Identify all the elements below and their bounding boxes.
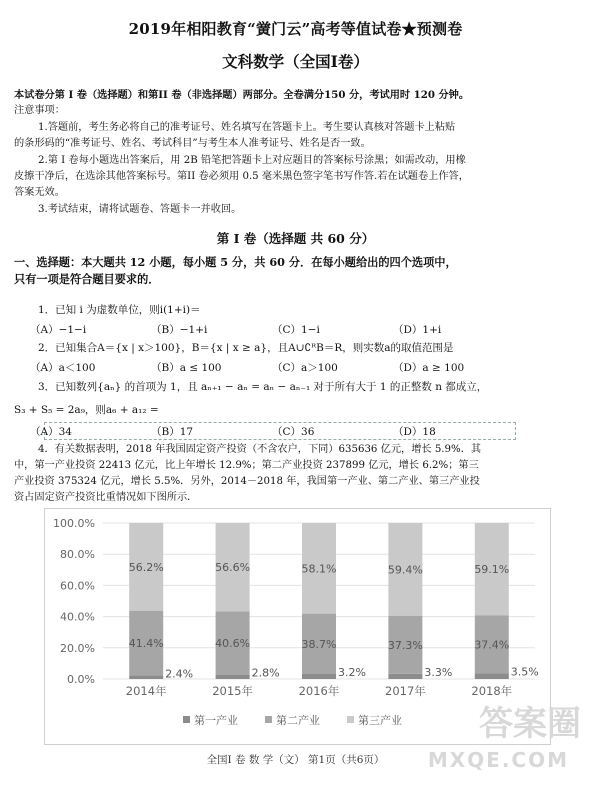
question-3b: S₃ + S₅ = 2a₉，则a₆ + a₁₂ =	[14, 404, 159, 416]
y-tick-label: 60.0%	[60, 579, 95, 593]
exam-title: 2019年相阳教育“黉门云”高考等值试卷★预测卷	[128, 20, 463, 38]
data-label: 37.4%	[474, 638, 510, 652]
question-4b: 中，第一产业投资 22413 亿元，比上年增长 12.9%；第二产业投资 237899 亿元，增长 6.2%；第三	[14, 460, 479, 471]
data-label: 3.5%	[510, 665, 539, 679]
intro-line: 本试卷分第 I 卷（选择题）和第II 卷（非选择题）两部分。全卷满分150 分，考试用时 120 分钟。	[14, 89, 470, 101]
notice-1a: 1.答题前，考生务必将自己的准考证号、姓名填写在答题卡上。考生要认真核对答题卡上粘贴	[38, 122, 456, 133]
q3-option-c[interactable]: （C）36	[272, 426, 315, 438]
watermark-url: MXQE.COM	[427, 748, 569, 772]
y-tick-label: 80.0%	[60, 548, 95, 562]
data-label: 37.3%	[387, 638, 423, 652]
data-label: 59.4%	[387, 563, 423, 577]
q3-option-b[interactable]: （B）17	[151, 426, 194, 438]
data-label: 56.2%	[128, 560, 164, 574]
q2-option-d[interactable]: （D）a ≥ 100	[393, 362, 465, 374]
data-label: 41.4%	[128, 636, 164, 650]
data-label: 2.8%	[251, 666, 280, 680]
investment-chart-frame	[44, 508, 551, 745]
q1-option-a[interactable]: （A）−1−i	[30, 324, 87, 336]
question-3-options	[30, 424, 570, 439]
notice-2a: 2.第 I 卷每小题选出答案后，用 2B 铅笔把答题卡上对应题目的答案标号涂黑；如需改动，用橡	[38, 155, 466, 166]
data-label: 3.2%	[338, 666, 366, 680]
q2-option-c[interactable]: （C）a＞100	[272, 362, 338, 374]
notice-heading: 注意事项：	[14, 105, 65, 116]
legend-label: 第三产业	[358, 714, 402, 727]
question-4d: 资占固定资产投资比重情况如下图所示．	[14, 492, 198, 503]
bar-segment	[216, 675, 250, 679]
q3-option-d[interactable]: （D）18	[393, 426, 436, 438]
section-desc-2: 只有一项是符合题目要求的．	[14, 272, 160, 286]
section-desc-1: 一、选择题：本大题共 12 小题，每小题 5 分，共 60 分．在每小题给出的四个选项中，	[14, 255, 457, 269]
question-3a: 3．已知数列{aₙ} 的首项为 1，且 aₙ₊₁ − aₙ = aₙ − aₙ₋₁ 对于所有大于 1 的正整数 n 都成立，	[38, 381, 488, 393]
q1-option-d[interactable]: （D）1+i	[393, 324, 442, 336]
q2-option-b[interactable]: （B）a ≤ 100	[151, 362, 222, 374]
bar-segment	[475, 674, 509, 679]
x-tick-label: 2014年	[125, 684, 167, 698]
legend-swatch	[265, 716, 272, 723]
data-label: 40.6%	[215, 636, 251, 650]
legend-label: 第二产业	[276, 714, 320, 727]
legend-swatch	[183, 716, 190, 723]
question-4a: 4．有关数据表明，2018 年我国固定资产投资（不含农户，下同）635636 亿元，增长 5.9%．其	[38, 444, 482, 455]
legend-label: 第一产业	[194, 714, 238, 727]
notice-1b: 的条形码的“准考证号、姓名、考试科目”与考生本人准考证号、姓名是否一致。	[14, 138, 371, 149]
section-title: 第 I 卷（选择题 共 60 分）	[216, 231, 375, 246]
legend-swatch	[347, 716, 354, 723]
x-tick-label: 2018年	[471, 684, 513, 698]
notice-2b: 皮擦干净后，在选涂其他答案标号。第II 卷必须用 0.5 毫米黑色签字笔书写作答.若在试题卷上作答，	[14, 171, 469, 182]
data-label: 3.3%	[424, 665, 453, 679]
y-tick-label: 40.0%	[60, 610, 95, 624]
question-2-options	[30, 360, 570, 375]
data-label: 2.4%	[165, 667, 194, 681]
question-1: 1．已知 i 为虚数单位，则i(1+i)＝	[38, 304, 201, 316]
notice-3: 3.考试结束，请将试题卷、答题卡一并收回。	[38, 204, 242, 215]
watermark-logo: 答案圈	[479, 704, 581, 744]
q1-option-c[interactable]: （C）1−i	[272, 324, 320, 336]
q1-option-b[interactable]: （B）−1+i	[151, 324, 208, 336]
x-tick-label: 2017年	[385, 684, 426, 698]
q3-option-a[interactable]: （A）34	[30, 426, 72, 438]
bar-segment	[388, 674, 422, 679]
data-label: 56.6%	[215, 561, 251, 575]
y-tick-label: 100.0%	[53, 517, 95, 530]
bar-segment	[302, 674, 336, 679]
data-label: 38.7%	[301, 637, 337, 651]
exam-subtitle: 文科数学（全国I卷）	[222, 52, 369, 71]
y-tick-label: 20.0%	[60, 641, 95, 655]
question-4c: 产业投资 375324 亿元，增长 5.5%．另外，2014－2018 年，我国第一产业、第二产业、第三产业投	[14, 476, 480, 487]
x-tick-label: 2016年	[298, 684, 340, 698]
data-label: 59.1%	[474, 563, 510, 577]
y-tick-label: 0.0%	[67, 673, 95, 686]
bar-segment	[129, 675, 163, 679]
x-tick-label: 2015年	[212, 684, 253, 698]
page-footer: 全国I 卷 数 学（文） 第1页（共6页）	[206, 754, 385, 766]
q2-option-a[interactable]: （A）a＜100	[30, 362, 96, 374]
question-1-options	[30, 322, 570, 337]
notice-2c: 答案无效。	[14, 187, 65, 198]
data-label: 58.1%	[301, 562, 337, 576]
question-2: 2．已知集合A＝{x | x＞100}，B＝{x | x ≥ a}，且A∪∁ᴿB＝R，则实数a的取值范围是	[38, 342, 454, 354]
investment-stacked-bar-chart	[45, 509, 550, 744]
